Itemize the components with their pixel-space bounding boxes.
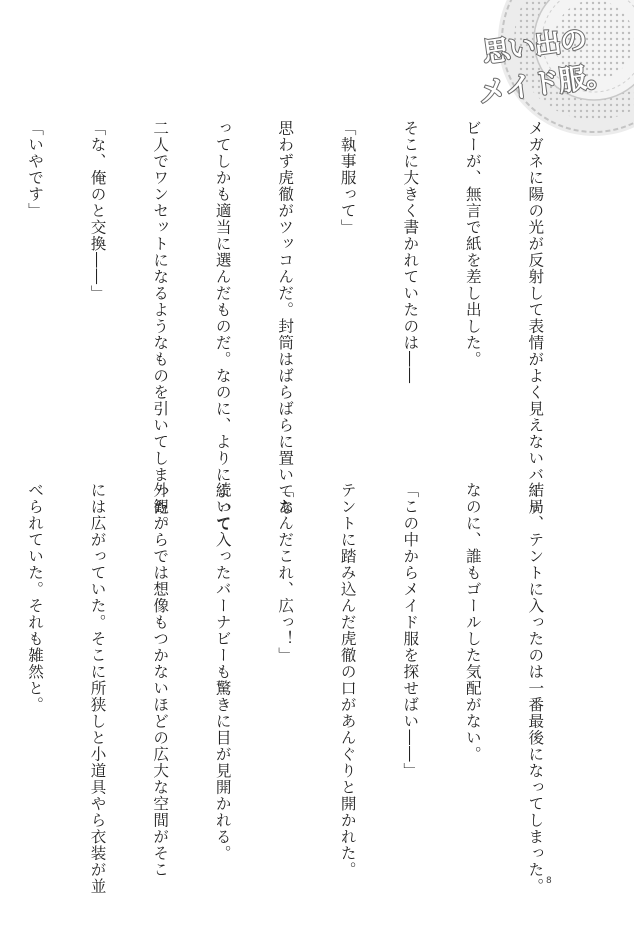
chapter-title-logo [476, 6, 615, 118]
text-line: 思わず虎徹がツッコんだ。封筒はばらばらに置いてあ [276, 120, 295, 516]
text-line: 「な、俺のと交換――」 [88, 120, 107, 302]
text-line: 「なんだこれ、広っ！」 [276, 482, 295, 664]
vertical-text-block-upper [0, 120, 587, 533]
title-line-2: メイド服。 [476, 57, 615, 110]
text-line: ってしかも適当に選んだものだ。なのに、よりによって [213, 120, 232, 533]
text-line: そこに大きく書かれていたのは―― [401, 120, 420, 384]
text-line: 外観からでは想像もつかないほどの広大な空間がそこ [151, 482, 170, 878]
text-line: 「執事服って」 [338, 120, 357, 236]
text-line: 「いやです」 [26, 120, 45, 219]
vertical-text-block-lower [0, 482, 587, 895]
page-number: 8 [546, 876, 552, 886]
text-line: 結局、テントに入ったのは一番最後になってしまった。 [526, 482, 545, 895]
text-line: べられていた。それも雑然と。 [26, 482, 45, 713]
text-line: 「この中からメイド服を探せばい――」 [401, 482, 420, 779]
title-line-1: 思い出の [480, 23, 589, 70]
text-line: 続いて入ったバーナビーも驚きに目が見開かれる。 [213, 482, 232, 862]
text-line: 二人でワンセットになるようなものを引いてしまった。 [151, 120, 170, 533]
text-line: メガネに陽の光が反射して表情がよく見えないバーナ [526, 120, 545, 516]
text-line: テントに踏み込んだ虎徹の口があんぐりと開かれた。 [338, 482, 357, 878]
text-line: ビーが、無言で紙を差し出した。 [463, 120, 482, 368]
text-line: には広がっていた。そこに所狭しと小道具やら衣装が並 [88, 482, 107, 895]
text-line: なのに、誰もゴールした気配がない。 [463, 482, 482, 763]
